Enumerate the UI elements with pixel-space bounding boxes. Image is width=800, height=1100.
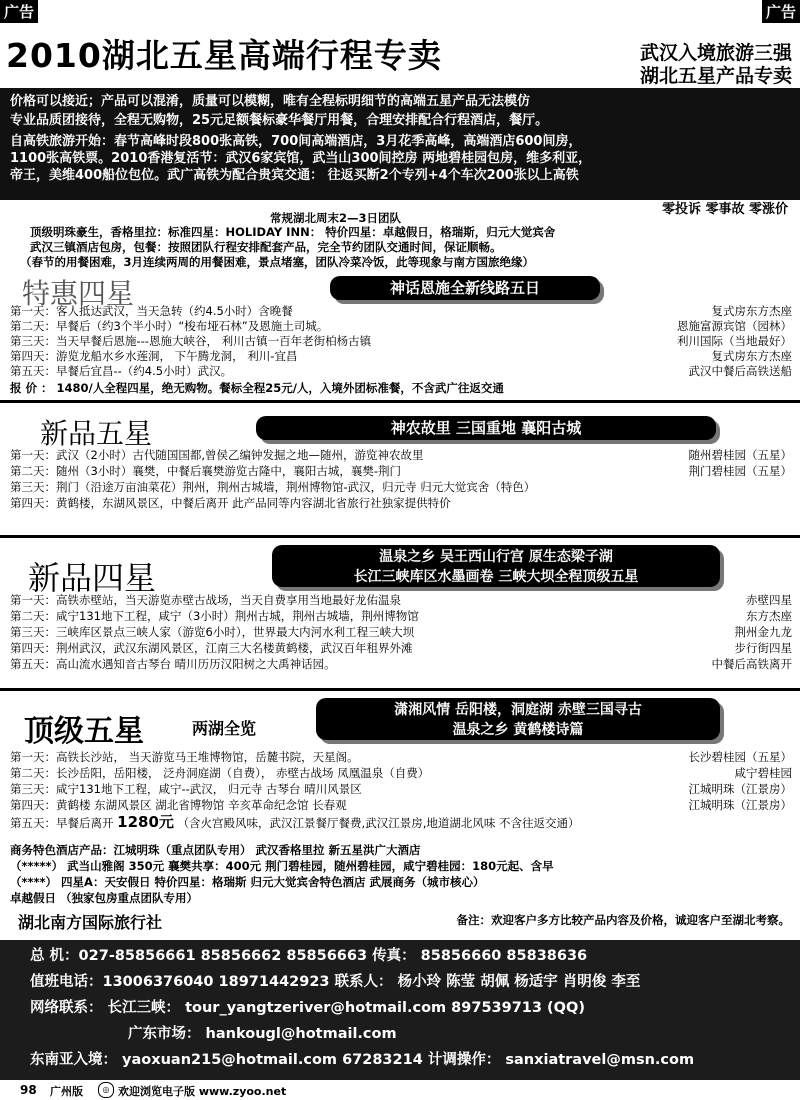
contact-line: 广东市场： hankougl@hotmail.com [128, 1026, 397, 1042]
promo-line: 1100张高铁票。2010香港复活节：武汉6家宾馆，武当山300间控房 两地碧桂园包房，维多利亚， [10, 151, 592, 166]
itinerary-row: 第三天：咸宁131地下工程，咸宁--武汉， 归元寺 古琴台 晴川风景区 江城明珠（江景房） [10, 782, 792, 796]
section-name: 特惠四星 [22, 277, 135, 310]
section-pill: 潇湘风情 岳阳楼，洞庭湖 赤壁三国寻古 温泉之乡 黄鹤楼诗篇 [316, 698, 720, 740]
intro-band [0, 88, 800, 130]
itinerary-row: 第二天：早餐后（约3个半小时）“梭布垭石林”及恩施土司城。 恩施富源宾馆（园林） [10, 319, 792, 333]
section-pill: 温泉之乡 吴王西山行宫 原生态梁子湖 长江三峡库区水墨画卷 三峡大坝全程顶级五星 [272, 545, 720, 587]
hotel-line: （****） 四星A：天安假日 特价四星：格瑞斯 归元大觉宾舍特色酒店 武展商务（城市核心） [10, 875, 485, 889]
regular-header: 常规湖北周末2—3日团队 [270, 211, 402, 225]
divider [0, 535, 800, 538]
regular-line: （春节的用餐困难，3月连续两周的用餐困难，景点堵塞，团队冷菜冷饭，此等现象与南方国旅绝缘） [20, 255, 534, 269]
contact-line: 值班电话：13006376040 18971442923 联系人： 杨小玲 陈莹 胡佩 杨适宇 肖明俊 李至 [30, 974, 641, 990]
divider [0, 400, 800, 403]
hotel-line: 卓越假日 （独家包房重点团队专用） [10, 891, 199, 905]
section-name: 顶级五星 [24, 714, 144, 749]
regular-line: 武汉三镇酒店包房，包餐：按照团队行程安排配套产品，完全节约团队交通时间，保证顺畅。 [30, 240, 502, 254]
divider [0, 688, 800, 691]
itinerary-row: 第二天：随州（3小时）襄樊，中餐后襄樊游览古隆中，襄阳古城，襄樊-荆门 荆门碧桂园（五星） [10, 464, 792, 478]
itinerary-row: 第三天：荆门（沿途万亩油菜花）荆州，荆州古城墙，荆州博物馆-武汉，归元寺 归元大觉宾舍（特色） [10, 480, 536, 494]
itinerary-row: 第二天：长沙岳阳，岳阳楼， 泛舟洞庭湖（自费）， 赤壁古战场 凤凰温泉（自费） 咸宁碧桂园 [10, 766, 792, 780]
intro-line: 专业品质团接待，全程无购物，25元足额餐标豪华餐厅用餐，合理安排配合行程酒店，餐厅。 [10, 113, 549, 128]
regular-line: 顶级明珠豪生，香格里拉：标准四星：HOLIDAY INN： 特价四星：卓越假日，格瑞斯，归元大觉宾舍 [30, 225, 556, 239]
site-link[interactable]: 欢迎浏览电子版 www.zyoo.net [118, 1085, 287, 1098]
edition-label: 广州版 [50, 1085, 83, 1098]
itinerary-row: 第四天：黄鹤楼 东湖风景区 湖北省博物馆 辛亥革命纪念馆 长春观 江城明珠（江景房） [10, 798, 792, 812]
itinerary-row: 第三天：当天早餐后恩施---恩施大峡谷， 利川古镇一百年老街柏杨古镇 利川国际（当地最好） [10, 334, 792, 348]
logo-icon: ◎ [98, 1082, 114, 1098]
itinerary-row: 第五天：高山流水遇知音古琴台 晴川历历汉阳树之大禹神话园。 中餐后高铁离开 [10, 657, 792, 671]
subtitle-2: 湖北五星产品专卖 [639, 65, 792, 87]
promo-band [0, 130, 800, 200]
itinerary-row: 第四天：荆州武汉，武汉东湖风景区，江南三大名楼黄鹤楼，武汉百年租界外滩 步行街四星 [10, 641, 792, 655]
itinerary-row: 第一天：武汉（2小时）古代随国国都,曾侯乙编钟发掘之地—随州，游览神农故里 随州碧桂园（五星） [10, 448, 792, 462]
contact-block [0, 940, 800, 1080]
promo-slogan: 零投诉 零事故 零涨价 [661, 202, 788, 217]
itinerary-row: 第一天：高铁赤壁站，当天游览赤壁古战场，当天自费享用当地最好龙佑温泉 赤壁四星 [10, 593, 792, 607]
section-subname: 两湖全览 [192, 719, 257, 738]
ad-tag-right: 广告 [762, 0, 800, 23]
subtitle-1: 武汉入境旅游三强 [639, 42, 792, 64]
contact-line: 东南亚入境： yaoxuan215@hotmail.com 67283214 计调操作： sanxiatravel@msn.com [30, 1052, 695, 1068]
ad-tag-left: 广告 [0, 0, 38, 23]
itinerary-row: 第四天：游览龙船水乡水莲洞， 下午腾龙洞， 利川-宜昌 复式房东方杰座 [10, 349, 792, 363]
itinerary-row: 第五天：早餐后宜昌--（约4.5小时）武汉。 武汉中餐后高铁送船 [10, 364, 792, 378]
itinerary-row: 第四天：黄鹤楼，东湖风景区，中餐后离开 此产品同等内容湖北省旅行社独家提供特价 [10, 496, 451, 510]
section-name: 新品五星 [40, 417, 153, 450]
hotel-line: 商务特色酒店产品：江城明珠（重点团队专用） 武汉香格里拉 新五星洪广大酒店 [10, 843, 421, 857]
promo-line: 自高铁旅游开始：春节高峰时段800张高铁，700间高端酒店，3月花季高峰，高端酒店600间房， [10, 134, 582, 149]
contact-line: 总 机：027-85856661 85856662 85856663 传真： 85856660 85838636 [30, 948, 588, 964]
section-pill: 神农故里 三国重地 襄阳古城 [256, 416, 716, 440]
itinerary-row: 第一天：客人抵达武汉，当天急转（约4.5小时）含晚餐 复式房东方杰座 [10, 304, 792, 318]
itinerary-row: 第二天：咸宁131地下工程，咸宁（3小时）荆州古城，荆州古城墙，荆州博物馆 东方杰座 [10, 609, 792, 623]
agency-name: 湖北南方国际旅行社 [18, 913, 163, 932]
contact-line: 网络联系： 长江三峡： tour_yangtzeriver@hotmail.com 897539713 (QQ) [30, 1000, 585, 1016]
itinerary-row: 第一天：高铁长沙站， 当天游览马王堆博物馆，岳麓书院，天星阁。 长沙碧桂园（五星） [10, 750, 792, 764]
itinerary-row: 第三天：三峡库区景点三峡人家（游览6小时），世界最大内河水利工程三峡大坝 荆州金九龙 [10, 625, 792, 639]
hotel-line: （*****） 武当山雅阁 350元 襄樊共享：400元 荆门碧桂园，随州碧桂园，咸宁碧桂园：180元起、含早 [10, 859, 554, 873]
section-name: 新品四星 [28, 559, 157, 597]
section-pill: 神话恩施全新线路五日 [330, 276, 600, 300]
itinerary-row-last: 第五天：早餐后离开 1280元 （含火宫殿风味，武汉江景餐厅餐费,武汉江景房,地道湖北风味 不含往返交通） [10, 813, 580, 831]
page-number: 98 [20, 1083, 37, 1097]
page-title: 2010湖北五星高端行程专卖 [6, 36, 442, 75]
price-highlight: 1280元 [117, 813, 174, 831]
note: 备注：欢迎客户多方比较产品内容及价格，诚迎客户至湖北考察。 [456, 913, 790, 927]
promo-line: 帝王，美维400船位包位。武广高铁为配合贵宾交通： 往返买断2个专列+4个车次200张以上高铁 [10, 168, 579, 183]
intro-line: 价格可以接近；产品可以混淆，质量可以模糊，唯有全程标明细节的高端五星产品无法模仿 [10, 94, 531, 109]
price-line: 报 价 ： 1480/人全程四星，绝无购物。餐标全程25元/人，入境外团标准餐，不含武广往返交通 [10, 381, 504, 395]
